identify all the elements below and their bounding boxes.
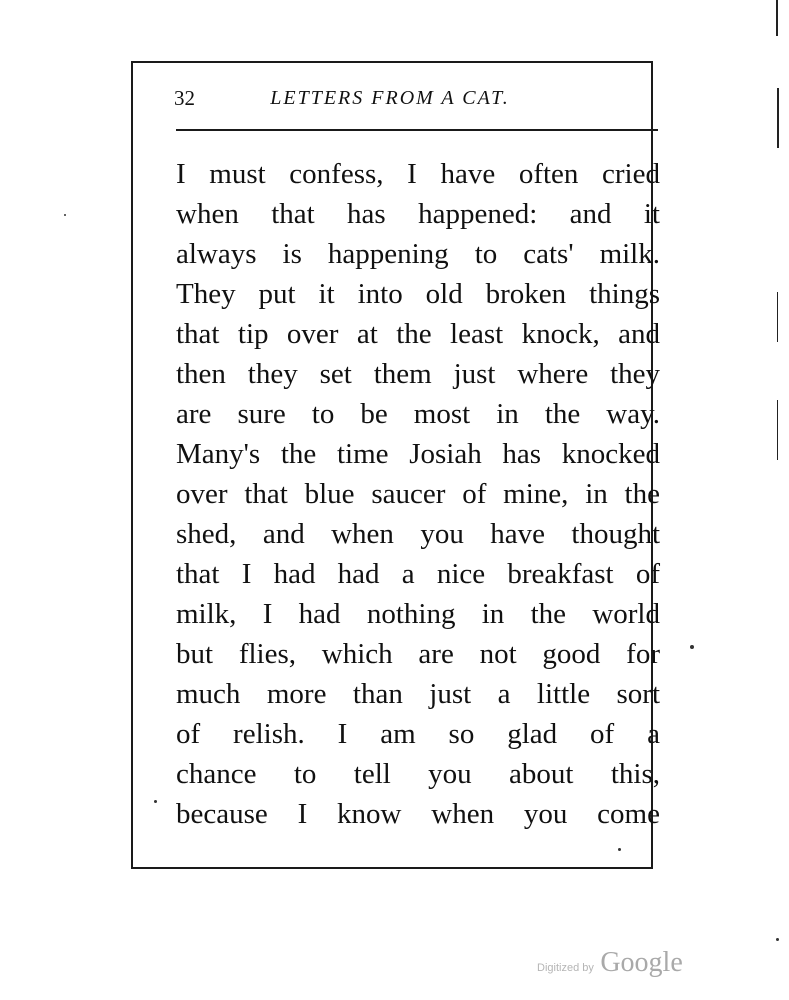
text-line: of relish. I am so glad of a	[176, 718, 660, 750]
text-line: are sure to be most in the way.	[176, 398, 660, 430]
text-line: Many's the time Josiah has knocked	[176, 438, 660, 470]
scan-edge-mark	[777, 292, 778, 342]
text-line: when that has happened: and it	[176, 198, 660, 230]
scan-edge-mark	[776, 0, 778, 36]
running-title: LETTERS FROM A CAT.	[270, 87, 510, 109]
text-line: They put it into old broken things	[176, 278, 660, 310]
scan-edge-mark	[777, 400, 778, 460]
scan-speck	[776, 938, 779, 941]
scan-speck	[64, 214, 66, 216]
text-line: that I had had a nice breakfast of	[176, 558, 660, 590]
scan-speck	[618, 848, 621, 851]
text-line: chance to tell you about this,	[176, 758, 660, 790]
google-logo: Google	[600, 947, 683, 978]
text-line: that tip over at the least knock, and	[176, 318, 660, 350]
text-line: over that blue saucer of mine, in the	[176, 478, 660, 510]
text-line: milk, I had nothing in the world	[176, 598, 660, 630]
text-line: because I know when you come	[176, 798, 660, 830]
page-number: 32	[174, 86, 195, 110]
body-text	[176, 154, 660, 834]
scan-speck	[154, 800, 157, 803]
digitized-watermark	[537, 947, 683, 979]
scan-edge-mark	[777, 88, 779, 148]
watermark-prefix: Digitized by	[537, 962, 594, 974]
text-line: always is happening to cats' milk.	[176, 238, 660, 270]
header-rule	[176, 129, 658, 131]
text-line: but flies, which are not good for	[176, 638, 660, 670]
text-line: shed, and when you have thought	[176, 518, 660, 550]
text-line: much more than just a little sort	[176, 678, 660, 710]
text-line: then they set them just where they	[176, 358, 660, 390]
text-line: I must confess, I have often cried	[176, 158, 660, 190]
scan-speck	[690, 645, 694, 649]
